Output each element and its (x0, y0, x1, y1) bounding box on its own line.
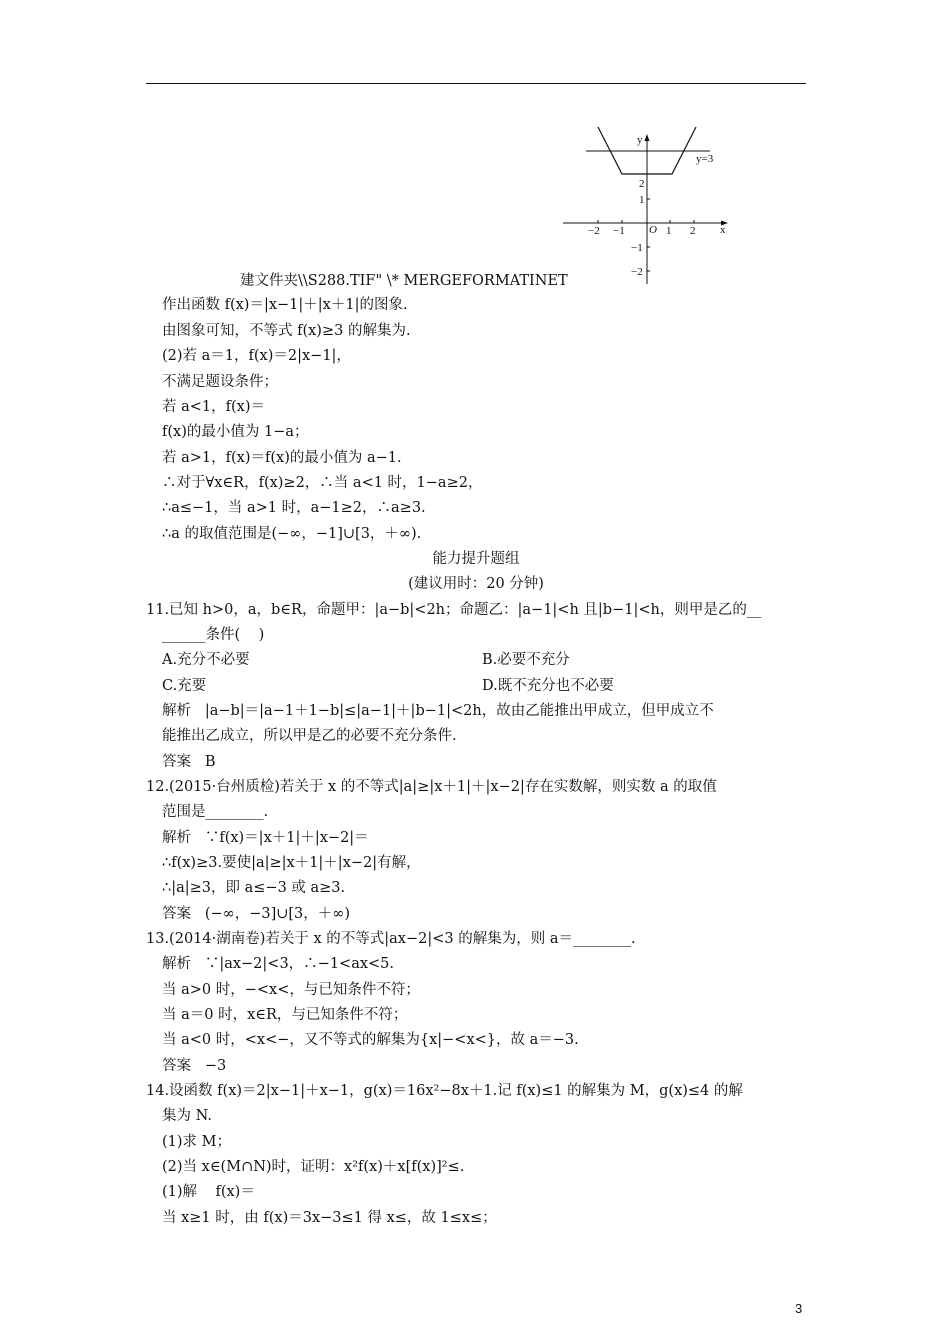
y-axis-label: y (637, 134, 643, 146)
text-line: 当 a<0 时，<x<−，又不等式的解集为{x|−<x<}，故 a＝−3. (162, 1032, 579, 1048)
text-line: 作出函数 f(x)＝|x−1|＋|x＋1|的图象. (162, 297, 408, 313)
question-13: 13.(2014·湖南卷)若关于 x 的不等式|ax−2|<3 的解集为，则 a＝________. (146, 931, 636, 947)
text-line: ∴a 的取值范围是(−∞，−1]∪[3，＋∞). (162, 526, 422, 542)
function-graph (560, 126, 735, 286)
text-line: f(x)的最小值为 1−a； (162, 424, 309, 440)
text-line: 能推出乙成立，所以甲是乙的必要不充分条件. (162, 728, 457, 744)
text-line: 解析 ∵f(x)＝|x＋1|＋|x−2|＝ (162, 830, 369, 846)
x-axis-label: x (720, 224, 726, 236)
text-line: ∴|a|≥3，即 a≤−3 或 a≥3. (162, 880, 346, 896)
question-14: 14.设函数 f(x)＝2|x−1|＋x−1，g(x)＝16x²−8x＋1.记 f(x)≤1 的解集为 M，g(x)≤4 的解 (146, 1083, 743, 1099)
text-line: 当 a>0 时，−<x<，与已知条件不符； (162, 982, 420, 998)
text-line: 若 a>1，f(x)＝f(x)的最小值为 a−1. (162, 450, 402, 466)
text-line: 若 a<1，f(x)＝ (162, 399, 265, 415)
text-line: (1)解 f(x)＝ (162, 1184, 255, 1200)
text-line: 当 x≥1 时，由 f(x)＝3x−3≤1 得 x≤，故 1≤x≤； (162, 1210, 497, 1226)
text-line: 解析 |a−b|＝|a−1＋1−b|≤|a−1|＋|b−1|<2h，故由乙能推出甲成立，但甲成立不 (162, 703, 714, 719)
answer-line: 答案 −3 (162, 1058, 227, 1074)
answer-line: 答案 B (162, 754, 216, 770)
x-tick-label: 1 (666, 225, 672, 237)
text-line: 不满足题设条件； (162, 374, 278, 390)
answer-line: 答案 (−∞，−3]∪[3，＋∞) (162, 906, 351, 922)
y-line-label: y=3 (696, 153, 714, 165)
option-d: D.既不充分也不必要 (482, 678, 614, 694)
text-line: ∴f(x)≥3.要使|a|≥|x＋1|＋|x−2|有解， (162, 855, 421, 871)
option-c: C.充要 (162, 678, 207, 694)
text-line: ∴对于∀x∈R，f(x)≥2，∴当 a<1 时，1−a≥2， (162, 475, 483, 491)
question-11: 11.已知 h>0，a，b∈R，命题甲：|a−b|<2h；命题乙：|a−1|<h 且|b−1|<h，则甲是乙的__ (146, 602, 762, 618)
origin-label: O (649, 224, 657, 236)
x-tick-label: −1 (613, 225, 625, 237)
text-line: 集为 N. (162, 1108, 212, 1124)
text-line: 当 a＝0 时，x∈R，与已知条件不符； (162, 1007, 408, 1023)
text-line: 范围是________. (162, 804, 269, 820)
y-tick-label: 2 (639, 178, 645, 190)
y-tick-label: 1 (639, 194, 645, 206)
text-line: ______条件( ) (162, 627, 265, 643)
text-line: (2)若 a＝1，f(x)＝2|x−1|， (162, 348, 351, 364)
y-tick-label: −2 (631, 266, 643, 278)
x-tick-label: −2 (588, 225, 600, 237)
question-12: 12.(2015·台州质检)若关于 x 的不等式|a|≥|x＋1|＋|x−2|存在实数解，则实数 a 的取值 (146, 779, 717, 795)
y-tick-label: −1 (631, 242, 643, 254)
option-b: B.必要不充分 (482, 652, 570, 668)
text-line: (2)当 x∈(M∩N)时，证明：x²f(x)＋x[f(x)]²≤. (162, 1159, 465, 1175)
text-line: (1)求 M； (162, 1134, 231, 1150)
option-a: A.充分不必要 (162, 652, 250, 668)
section-subtitle: (建议用时：20 分钟) (408, 576, 544, 592)
text-line: 解析 ∵|ax−2|<3，∴−1<ax<5. (162, 956, 394, 972)
page-number: 3 (795, 1301, 803, 1316)
text-line: 由图象可知，不等式 f(x)≥3 的解集为. (162, 323, 411, 339)
image-placeholder-text: 建文件夹\\S288.TIF" \* MERGEFORMATINET (240, 273, 568, 289)
text-line: ∴a≤−1，当 a>1 时，a−1≥2，∴a≥3. (162, 500, 426, 516)
x-tick-label: 2 (690, 225, 696, 237)
section-title: 能力提升题组 (432, 551, 520, 567)
header-rule (146, 83, 806, 84)
y-axis-arrow (645, 134, 650, 141)
